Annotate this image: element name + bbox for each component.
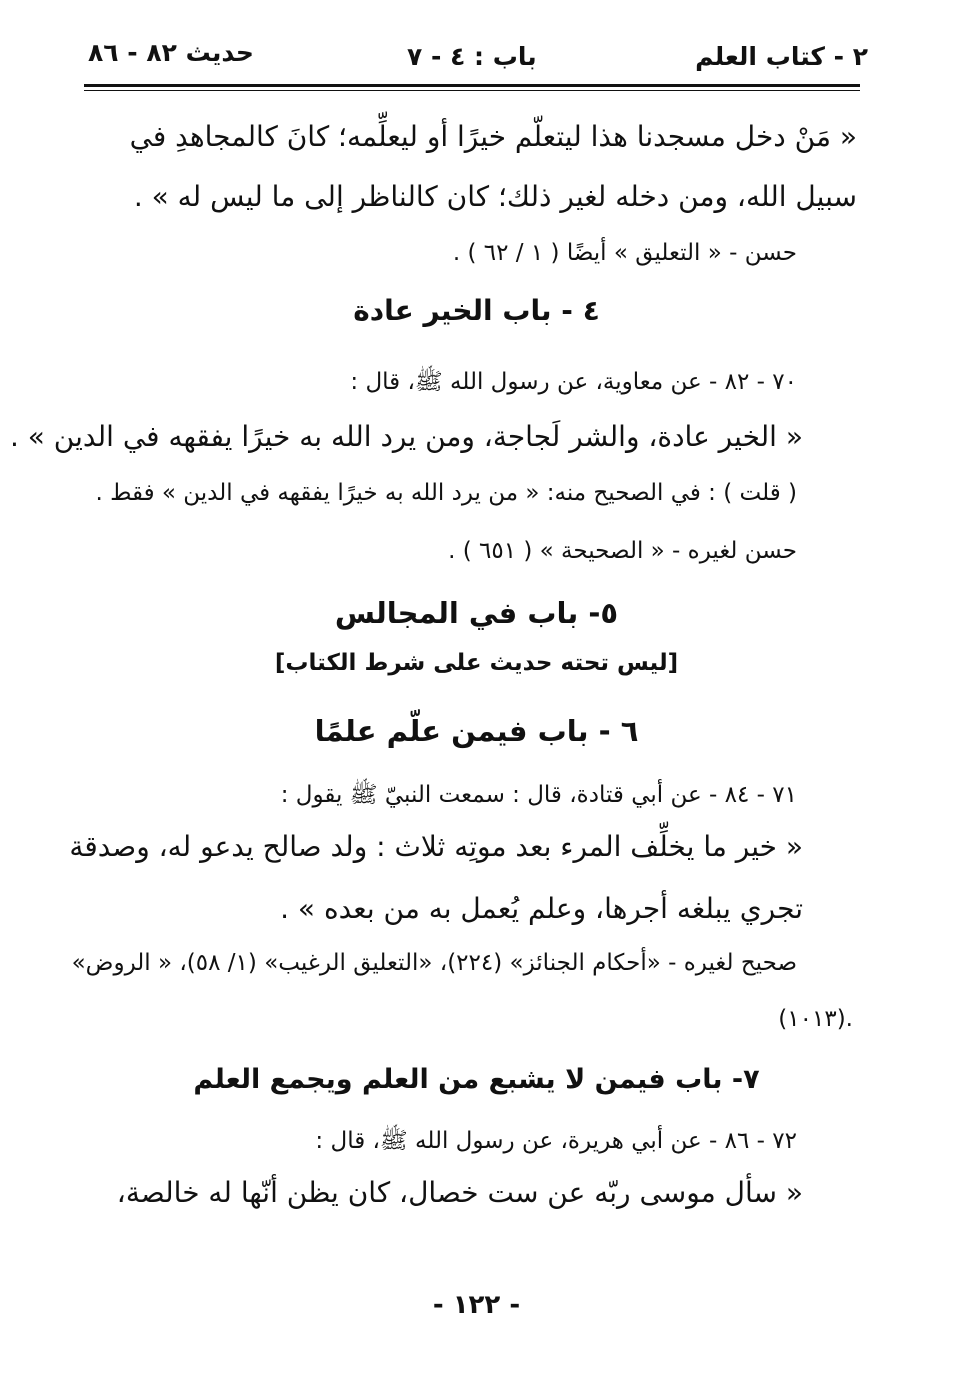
text-line: « خير ما يخلِّف المرء بعد موتِه ثلاث : ولد صالح يدعو له، وصدقة <box>69 830 803 863</box>
hadith-intro: ٧٠ - ٨٢ - عن معاوية، عن رسول الله ﷺ، قال : <box>350 369 797 395</box>
header-rule-thin <box>84 90 860 91</box>
page-number: - ١٢٢ - <box>432 1290 521 1320</box>
note-line: ( قلت ) : في الصحيح منه: « من يرد الله به خيرًا يفقهه في الدين » فقط . <box>95 480 797 506</box>
section-note: [ليس تحته حديث على شرط الكتاب] <box>274 650 679 676</box>
grading-line: صحيح لغيره - «أحكام الجنائز» (٢٢٤)، «التعليق الرغيب» (١/ ٥٨)، « الروض» <box>71 950 797 976</box>
text-line: « مَنْ دخل مسجدنا هذا ليتعلّم خيرًا أو ليعلِّمه؛ كانَ كالمجاهدِ في <box>129 120 857 153</box>
text-line: « سأل موسى ربّه عن ست خصال، كان يظن أنّها له خالصة، <box>116 1176 803 1209</box>
section-heading: ٤ - باب الخير عادة <box>353 294 600 327</box>
header-rule-thick <box>84 84 860 87</box>
section-heading: ٧- باب فيمن لا يشبع من العلم ويجمع العلم <box>193 1064 760 1095</box>
grading-line: .(١٠١٣) <box>778 1006 853 1032</box>
running-header-hadith: حديث ٨٢ - ٨٦ <box>88 38 254 67</box>
section-heading: ٥- باب في المجالس <box>334 596 619 630</box>
section-heading: ٦ - باب فيمن علّم علمًا <box>314 714 639 748</box>
text-line: سبيل الله، ومن دخله لغير ذلك؛ كان كالناظر إلى ما ليس له » . <box>133 180 857 213</box>
grading-line: حسن لغيره - « الصحيحة » ( ٦٥١ ) . <box>448 538 797 564</box>
grading-line: حسن - « التعليق » أيضًا ( ١ / ٦٢ ) . <box>452 240 797 266</box>
hadith-intro: ٧١ - ٨٤ - عن أبي قتادة، قال : سمعت النبيّ ﷺ يقول : <box>280 782 797 808</box>
text-line: تجري يبلغه أجرها، وعلم يُعمل به من بعده » . <box>280 892 803 925</box>
text-line: « الخير عادة، والشر لَجاجة، ومن يرد الله به خيرًا يفقهه في الدين » . <box>9 420 803 453</box>
hadith-intro: ٧٢ - ٨٦ - عن أبي هريرة، عن رسول الله ﷺ، قال : <box>315 1128 797 1154</box>
running-header-bab: باب : ٤ - ٧ <box>407 42 537 71</box>
running-header-chapter: ٢ - كتاب العلم <box>695 42 868 71</box>
